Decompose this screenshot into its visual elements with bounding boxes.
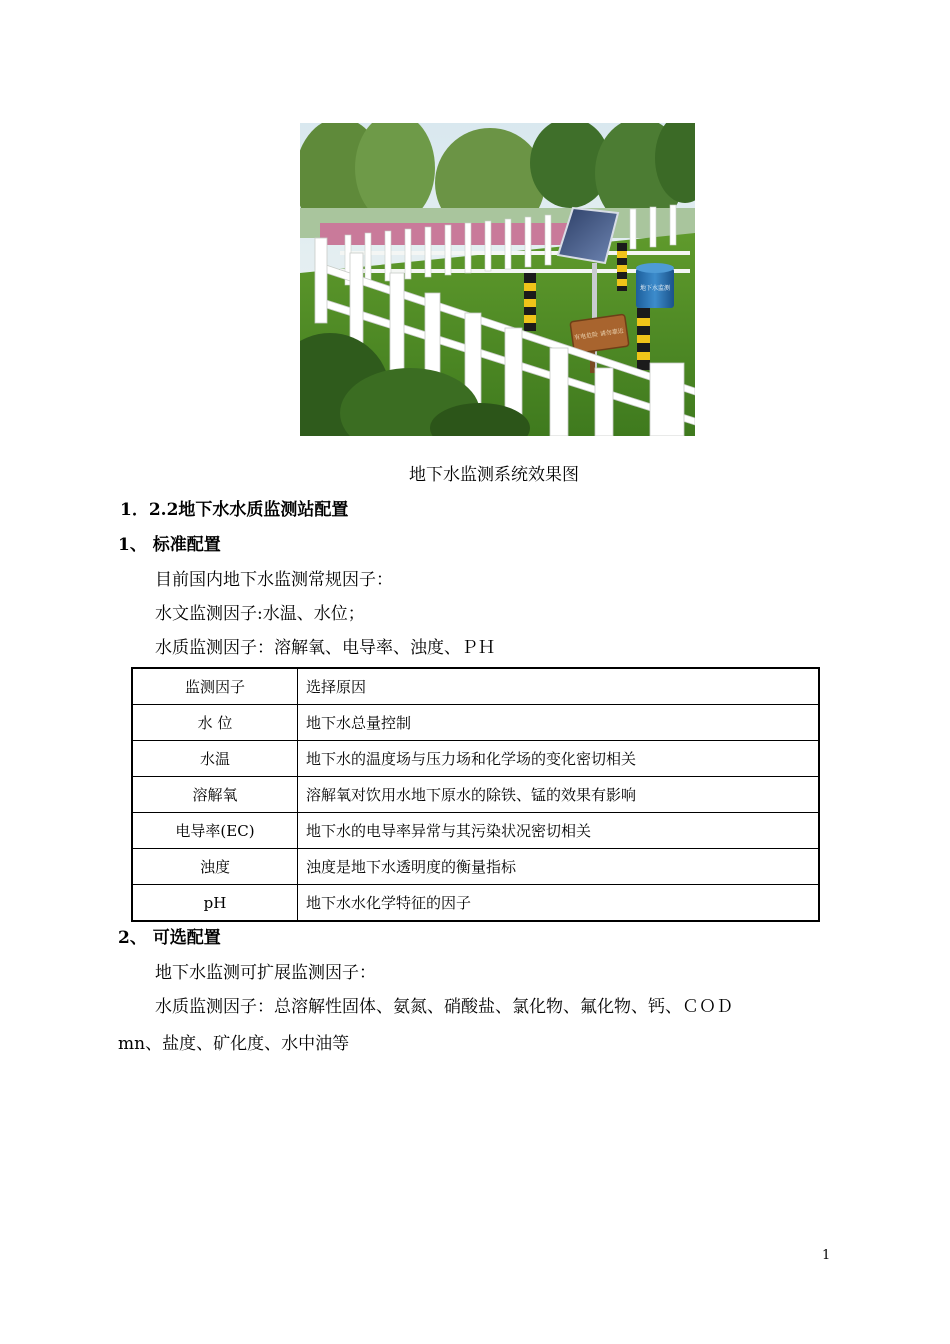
figure-caption: 地下水监测系统效果图 <box>409 465 579 485</box>
table-header-cell: 监测因子 <box>132 668 298 705</box>
table-cell-factor: 浊度 <box>132 849 298 885</box>
monitoring-station-photo <box>300 123 695 436</box>
table-row <box>132 849 819 885</box>
tank-label: 地下水监测 <box>639 285 671 292</box>
table-cell-reason: 地下水总量控制 <box>298 705 820 741</box>
optional-intro: 地下水监测可扩展监测因子： <box>155 963 376 983</box>
table-row <box>132 777 819 813</box>
table-row <box>132 813 819 849</box>
table-cell-reason: 浊度是地下水透明度的衡量指标 <box>298 849 820 885</box>
hydro-factors: 水文监测因子:水温、水位； <box>155 604 365 624</box>
optional-quality-line1: 水质监测因子：总溶解性固体、氨氮、硝酸盐、氯化物、氟化物、钙、ＣＯＤ <box>155 997 733 1017</box>
table-row <box>132 885 819 922</box>
table-header-row <box>132 668 819 705</box>
page-number: 1 <box>822 1248 831 1263</box>
quality-factors: 水质监测因子：溶解氧、电导率、浊度、ＰＨ <box>155 638 495 658</box>
table-cell-factor: 水温 <box>132 741 298 777</box>
table-cell-factor: 溶解氧 <box>132 777 298 813</box>
table-cell-reason: 地下水水化学特征的因子 <box>298 885 820 922</box>
section-title: 1．2.2地下水水质监测站配置 <box>120 500 349 520</box>
table-cell-reason: 溶解氧对饮用水地下原水的除铁、锰的效果有影响 <box>298 777 820 813</box>
factor-table <box>131 667 820 922</box>
warning-sign-text: 有电危险 请勿靠近 <box>573 327 625 342</box>
table-row <box>132 741 819 777</box>
table-cell-factor: 电导率(EC) <box>132 813 298 849</box>
table-cell-factor: pH <box>132 885 298 922</box>
table-cell-factor: 水 位 <box>132 705 298 741</box>
table-cell-reason: 地下水的电导率异常与其污染状况密切相关 <box>298 813 820 849</box>
table-row <box>132 705 819 741</box>
table-cell-reason: 地下水的温度场与压力场和化学场的变化密切相关 <box>298 741 820 777</box>
optional-config-heading: 2、 可选配置 <box>118 928 221 948</box>
optional-quality-line2: mn、盐度、矿化度、水中油等 <box>118 1034 350 1054</box>
standard-intro: 目前国内地下水监测常规因子： <box>155 570 393 590</box>
table-header-cell: 选择原因 <box>298 668 820 705</box>
standard-config-heading: 1、 标准配置 <box>118 535 221 555</box>
